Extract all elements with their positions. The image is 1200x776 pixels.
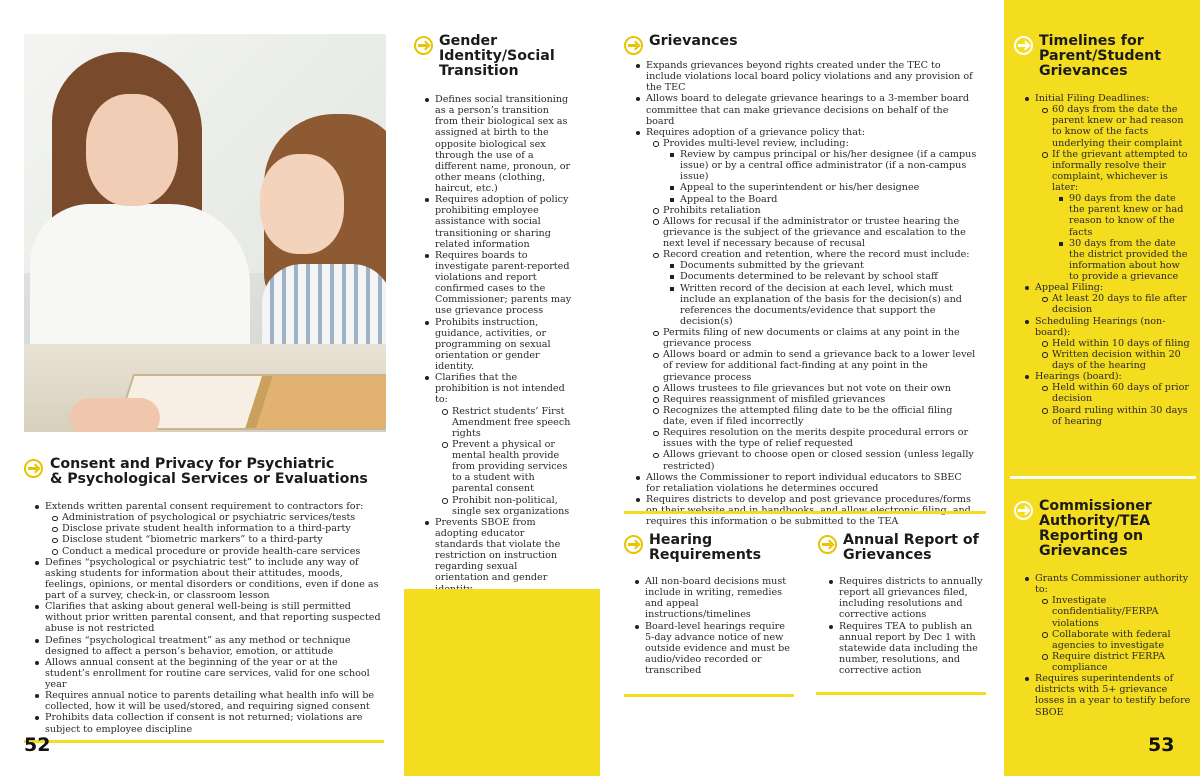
- list-item: [667, 260, 977, 271]
- list-item: [439, 439, 574, 495]
- list-item: [650, 427, 977, 449]
- list-item: [1039, 338, 1192, 349]
- list-item: [32, 557, 384, 602]
- photo-girl-face: [260, 154, 344, 254]
- list-item-text: Defines “psychological treatment” as any method or technique designed to affect a person’s behavior, emotion, or attitude: [45, 634, 351, 657]
- list-item: [650, 249, 977, 327]
- list-item: [1039, 104, 1192, 149]
- list-item-text: Allows annual consent at the beginning of the year or at the student’s enrollment for routine care services, valid for one school year: [45, 656, 370, 690]
- hearing-title-line2: Requirements: [649, 546, 762, 563]
- consent-heading: [24, 457, 394, 487]
- list-item: [633, 60, 977, 93]
- list-item: [422, 194, 574, 250]
- list-item: [632, 621, 792, 677]
- list-item-text: Requires reassignment of misfiled grievances: [663, 393, 886, 405]
- arrow-circle-icon: [818, 535, 837, 554]
- list-item: [1039, 629, 1192, 651]
- list-item: [32, 501, 384, 557]
- list-item-text: Held within 60 days of prior decision: [1052, 382, 1189, 405]
- list-item-text: Allows grievant to choose open or closed session (unless legally restricted): [663, 449, 974, 472]
- list-item: [422, 250, 574, 317]
- list-item: [1056, 238, 1192, 283]
- list-item: [650, 449, 977, 471]
- timelines-heading: [1014, 34, 1194, 79]
- list-item-text: Clarifies that the prohibition is not intended to:: [435, 372, 565, 406]
- gender-title-line1: Gender: [439, 33, 498, 49]
- list-item: [650, 383, 977, 394]
- list-item-text: Requires districts to annually report all grievances filed, including resolutions and corrective actions: [839, 576, 983, 621]
- photo-hand: [70, 398, 160, 432]
- annual-title-line2: Grievances: [843, 546, 932, 563]
- list-item: [32, 690, 384, 712]
- list-item: [650, 138, 977, 205]
- list-item-text: Appeal Filing:: [1035, 282, 1104, 294]
- list-item: [439, 406, 574, 439]
- list-item: [667, 283, 977, 328]
- list-item-text: Requires TEA to publish an annual report by Dec 1 with statewide data including the number, resolutions, and corrective action: [839, 620, 978, 676]
- arrow-circle-icon: [414, 36, 433, 55]
- list-item: [422, 317, 574, 373]
- list-item-text: Collaborate with federal agencies to investigate: [1052, 628, 1171, 651]
- list-item-text: Prohibits retaliation: [663, 204, 761, 216]
- list-item: [49, 534, 384, 545]
- list-item-text: Allows board or admin to send a grievance back to a lower level of review for additional fact-finding at any point in the grievance process: [663, 349, 976, 383]
- grievances-title: Grievances: [649, 33, 738, 49]
- hero-photo: [24, 34, 386, 432]
- list-item-text: Defines “psychological or psychiatric test” to include any way of asking students for information about their attitudes, moods, feelings, opinions, or mental disorders or conditions, even if done as part of a survey, check-in, or classroom lesson: [45, 556, 379, 601]
- list-item-text: Prohibit non-political, single sex organizations: [452, 494, 570, 517]
- commissioner-title-line3: Reporting on: [1039, 527, 1144, 544]
- list-item: [49, 523, 384, 534]
- list-item: [422, 372, 574, 517]
- list-item-text: Allows board to delegate grievance hearings to a 3-member board committee that can make grievance decisions on behalf of the board: [646, 93, 970, 127]
- commissioner-title-line1: Commissioner: [1039, 498, 1152, 514]
- hearing-heading: [624, 533, 799, 563]
- consent-title-line2: & Psychological Services or Evaluations: [50, 470, 368, 487]
- annual-heading: [818, 533, 993, 563]
- hearing-title-line1: Hearing: [649, 532, 713, 548]
- gender-title-line2: Identity/Social: [439, 47, 555, 64]
- list-item-text: Written record of the decision at each level, which must include an explanation of the basis for the decision(s) and references the documents/evidence that support the decision(s): [680, 282, 962, 327]
- list-item-text: Requires annual notice to parents detailing what health info will be collected, how it will be used/stored, and requiring signed consent: [45, 690, 375, 713]
- list-item: [1039, 149, 1192, 283]
- list-item-text: Appeal to the superintendent or his/her designee: [680, 182, 920, 194]
- list-item: [633, 93, 977, 126]
- arrow-circle-icon: [1014, 501, 1033, 520]
- list-item: [32, 635, 384, 657]
- hearing-list: [632, 576, 792, 676]
- list-item: [633, 472, 977, 494]
- gender-heading: [414, 34, 594, 79]
- list-item-text: Prevent a physical or mental health provide from providing services to a student with parental consent: [452, 438, 568, 495]
- list-item-text: Held within 10 days of filing: [1052, 337, 1190, 349]
- annual-title-line1: Annual Report of: [843, 532, 979, 548]
- list-item-text: Record creation and retention, where the record must include:: [663, 249, 970, 261]
- list-item: [826, 621, 986, 677]
- list-item: [667, 182, 977, 193]
- list-item: [650, 216, 977, 249]
- list-item: [439, 495, 574, 517]
- yellow-block-bottom: [404, 589, 600, 776]
- list-item: [632, 576, 792, 621]
- list-item-text: Prohibits instruction, guidance, activities, or programming on sexual orientation or gender identity.: [435, 316, 551, 372]
- list-item-text: At least 20 days to file after decision: [1052, 293, 1187, 316]
- list-item: [1022, 573, 1192, 673]
- list-item: [32, 601, 384, 634]
- grievances-rule: [624, 511, 986, 514]
- list-item-text: Expands grievances beyond rights created under the TEC to include violations local board policy violations and any provision of the TEC: [646, 60, 973, 94]
- list-item-text: Prevents SBOE from adopting educator standards that violate the restriction on instruction regarding sexual orientation and gender: [435, 516, 561, 584]
- list-item-text: 60 days from the date the parent knew or had reason to know of the facts underlying their complaint: [1052, 104, 1184, 149]
- list-item-text: Scheduling Hearings (non-board):: [1035, 315, 1166, 338]
- list-item: [1039, 595, 1192, 628]
- list-item-text: Conduct a medical procedure or provide health-care services: [62, 545, 361, 557]
- list-item-text: Prohibits data collection if consent is not returned; violations are subject to employee discipline: [45, 712, 363, 735]
- timelines-title-line1: Timelines for: [1039, 33, 1144, 49]
- list-item: [667, 271, 977, 282]
- list-item: [633, 127, 977, 472]
- list-item-text: Grants Commissioner authority to:: [1035, 573, 1189, 596]
- list-item: [1039, 293, 1192, 315]
- list-item: [49, 512, 384, 523]
- timelines-title-line2: Parent/Student: [1039, 47, 1162, 64]
- list-item: [650, 405, 977, 427]
- list-item-text: Requires adoption of policy prohibiting employee assistance with social transitioning or sharing related information: [435, 194, 569, 250]
- list-item-text: Board-level hearings require 5-day advance notice of new outside evidence and must be audio/video recorded or transcribed: [645, 620, 790, 676]
- list-item: [1039, 382, 1192, 404]
- list-item-text: Restrict students’ First Amendment free speech rights: [452, 405, 571, 439]
- list-item-text: Recognizes the attempted filing date to be the official filing date, even if filed incorrectly: [663, 404, 953, 427]
- list-item-text: Requires adoption of a grievance policy that:: [646, 126, 866, 138]
- arrow-circle-icon: [624, 36, 643, 55]
- grievances-list: [633, 60, 977, 527]
- page-number-right: 53: [1148, 734, 1175, 756]
- consent-list: [32, 501, 384, 735]
- list-item-text: Provides multi-level review, including:: [663, 137, 849, 149]
- list-item: [32, 657, 384, 690]
- list-item-text: Documents determined to be relevant by school staff: [680, 271, 938, 283]
- list-item: [1022, 93, 1192, 282]
- grievances-heading: [624, 34, 984, 49]
- commissioner-title-line2: Authority/TEA: [1039, 512, 1151, 529]
- list-item-text: 30 days from the date the district provided the information about how to provide a grievance: [1069, 237, 1188, 282]
- list-item-text: Disclose private student health information to a third-party: [62, 523, 351, 535]
- list-item-text: Appeal to the Board: [680, 193, 778, 205]
- list-item-text: Hearings (board):: [1035, 371, 1122, 383]
- right-sidebar: [1004, 0, 1200, 776]
- sidebar-rule: [1010, 476, 1196, 479]
- list-item-text: All non-board decisions must include in writing, remedies and appeal instructions/timelines: [645, 576, 787, 621]
- list-item-text: Disclose student “biometric markers” to a third-party: [62, 534, 323, 546]
- list-item-text: Allows trustees to file grievances but not vote on their own: [663, 382, 951, 394]
- list-item: [667, 194, 977, 205]
- list-item: [32, 712, 384, 734]
- commissioner-list: [1022, 573, 1192, 718]
- list-item-text: Permits filing of new documents or claims at any point in the grievance process: [663, 327, 960, 350]
- list-item-text: Investigate confidentiality/FERPA violations: [1052, 595, 1159, 629]
- list-item: [1039, 349, 1192, 371]
- list-item-text: Defines social transitioning as a person’s transition from their biological sex as assigned at birth to the opposite biological sex through the use of a different name, pronoun, or other means (clothing, haircut, etc.): [435, 94, 571, 194]
- list-item-text: Review by campus principal or his/her designee (if a campus issue) or by a central office administrator (if a non-campus issue): [680, 149, 977, 183]
- list-item: [667, 149, 977, 182]
- annual-rule: [816, 692, 986, 695]
- arrow-circle-icon: [24, 459, 43, 478]
- list-item-text: Documents submitted by the grievant: [680, 260, 864, 272]
- list-item: [650, 394, 977, 405]
- gender-title-line3: Transition: [439, 62, 519, 79]
- list-item: [422, 94, 574, 194]
- list-item-text: Written decision within 20 days of the hearing: [1052, 348, 1181, 371]
- list-item: [1022, 316, 1192, 372]
- arrow-circle-icon: [1014, 36, 1033, 55]
- list-item-text: Initial Filing Deadlines:: [1035, 93, 1150, 104]
- arrow-circle-icon: [624, 535, 643, 554]
- list-item: [650, 349, 977, 382]
- left-footer-rule: [24, 740, 384, 743]
- list-item-text: Require district FERPA compliance: [1052, 650, 1165, 673]
- list-item: [1056, 193, 1192, 238]
- list-item-text: Requires districts to develop and post grievance procedures/forms requires this information o be submitted to the TEA: [646, 493, 971, 528]
- annual-list: [826, 576, 986, 676]
- list-item-text: Requires resolution on the merits despite procedural errors or issues with the type of relief requested: [663, 427, 969, 450]
- list-item: [1022, 371, 1192, 427]
- list-item: [1039, 405, 1192, 427]
- list-item-text: Allows the Commissioner to report individual educators to SBEC for retaliation violations he determines occured: [646, 471, 962, 494]
- list-item: [650, 327, 977, 349]
- list-item: [650, 205, 977, 216]
- list-item-text: Extends written parental consent requirement to contractors for:: [45, 501, 364, 512]
- list-item-text: Clarifies that asking about general well-being is still permitted without prior written parental consent, and that reporting suspected abuse is not restricted: [45, 601, 381, 635]
- commissioner-heading: [1014, 499, 1198, 559]
- consent-title-line1: Consent and Privacy for Psychiatric: [50, 456, 335, 472]
- list-item-text: Allows for recusal if the administrator or trustee hearing the grievance is the subject of the grievance and escalation to the next level if necessary because of recusal: [663, 215, 966, 249]
- list-item-text: Administration of psychological or psychiatric services/tests: [62, 512, 356, 524]
- list-item-text: Board ruling within 30 days of hearing: [1052, 404, 1188, 427]
- list-item-text: Requires boards to investigate parent-reported violations and report confirmed cases to the Commissioner; parents may use grievance process: [435, 249, 572, 317]
- list-item: [1022, 282, 1192, 315]
- commissioner-title-line4: Grievances: [1039, 542, 1128, 559]
- list-item: [1039, 651, 1192, 673]
- list-item: [826, 576, 986, 621]
- list-item-text: 90 days from the date the parent knew or had reason to know of the facts: [1069, 193, 1184, 238]
- list-item: [422, 517, 574, 595]
- list-item-text: Requires superintendents of districts with 5+ grievance losses in a year to testify before SBOE: [1035, 673, 1191, 718]
- list-item-text: If the grievant attempted to informally resolve their complaint, whichever is later:: [1052, 148, 1188, 193]
- timelines-title-line3: Grievances: [1039, 62, 1128, 79]
- page-number-left: 52: [24, 734, 51, 756]
- photo-woman-face: [86, 94, 178, 206]
- list-item: [49, 546, 384, 557]
- gender-list: [422, 94, 574, 595]
- hearing-rule: [624, 694, 794, 697]
- list-item: [1022, 673, 1192, 718]
- timelines-list: [1022, 93, 1192, 427]
